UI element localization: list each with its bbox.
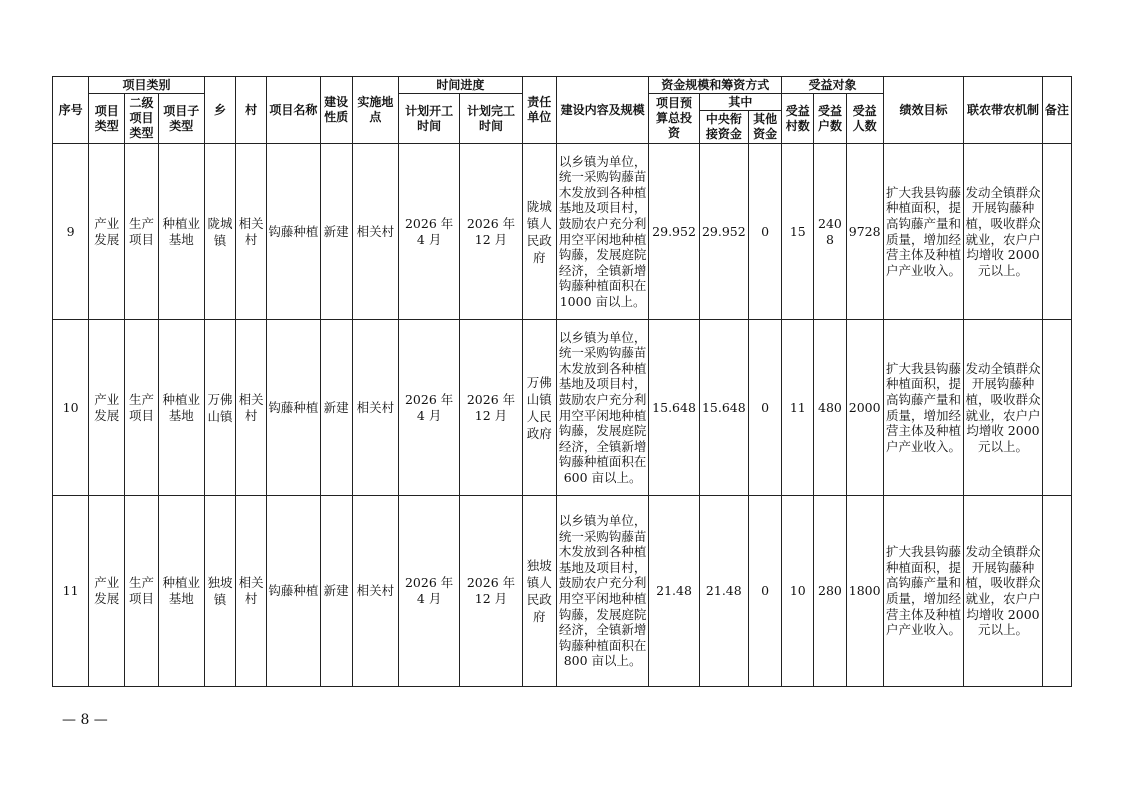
- cell-responsible-unit: 独坡镇人民政府: [522, 496, 556, 687]
- table-row: [53, 320, 1072, 496]
- cell-start-time: 2026 年 4 月: [398, 320, 459, 496]
- cell-sub-type: 种植业基地: [158, 144, 204, 320]
- header-benefit-villages: 受益村数: [782, 94, 814, 144]
- cell-other-funds: 0: [748, 144, 781, 320]
- header-performance-goal: 绩效目标: [883, 77, 963, 144]
- cell-level2-type: 生产项目: [125, 144, 158, 320]
- cell-township: 独坡镇: [204, 496, 235, 687]
- cell-start-time: 2026 年 4 月: [398, 144, 459, 320]
- header-category-group: 项目类别: [89, 77, 205, 94]
- cell-build-nature: 新建: [320, 320, 352, 496]
- cell-benefit-villages: 15: [782, 144, 814, 320]
- header-remarks: 备注: [1042, 77, 1071, 144]
- cell-village: 相关村: [236, 320, 267, 496]
- cell-linkage: 发动全镇群众开展钩藤种植，吸收群众就业，农户户均增收 2000 元以上。: [964, 320, 1042, 496]
- header-other-funds: 其他资金: [748, 111, 781, 144]
- cell-remarks: [1042, 144, 1071, 320]
- project-table: [52, 76, 1072, 687]
- cell-total-budget: 15.648: [649, 320, 699, 496]
- cell-content-scale: 以乡镇为单位，统一采购钩藤苗木发放到各种植基地及项目村，鼓励农户充分利用空平闲地种植钩藤，发展庭院经济，全镇新增钩藤种植面积在800 亩以上。: [556, 496, 649, 687]
- cell-central-funds: 15.648: [699, 320, 748, 496]
- cell-end-time: 2026 年 12 月: [460, 144, 522, 320]
- cell-level2-type: 生产项目: [125, 496, 158, 687]
- cell-other-funds: 0: [748, 496, 781, 687]
- cell-project-type: 产业发展: [89, 320, 125, 496]
- header-township: 乡: [204, 77, 235, 144]
- cell-benefit-people: 2000: [846, 320, 883, 496]
- cell-level2-type: 生产项目: [125, 320, 158, 496]
- cell-remarks: [1042, 496, 1071, 687]
- cell-linkage: 发动全镇群众开展钩藤种植，吸收群众就业，农户户均增收 2000 元以上。: [964, 496, 1042, 687]
- cell-content-scale: 以乡镇为单位，统一采购钩藤苗木发放到各种植基地及项目村，鼓励农户充分利用空平闲地种植钩藤，发展庭院经济，全镇新增钩藤种植面积在1000 亩以上。: [556, 144, 649, 320]
- cell-benefit-villages: 10: [782, 496, 814, 687]
- cell-central-funds: 29.952: [699, 144, 748, 320]
- cell-end-time: 2026 年 12 月: [460, 496, 522, 687]
- header-start-time: 计划开工时间: [398, 94, 459, 144]
- cell-start-time: 2026 年 4 月: [398, 496, 459, 687]
- cell-build-nature: 新建: [320, 144, 352, 320]
- header-responsible-unit: 责任单位: [522, 77, 556, 144]
- cell-central-funds: 21.48: [699, 496, 748, 687]
- cell-village: 相关村: [236, 144, 267, 320]
- cell-responsible-unit: 万佛山镇人民政府: [522, 320, 556, 496]
- header-village: 村: [236, 77, 267, 144]
- header-project-type: 项目类型: [89, 94, 125, 144]
- cell-other-funds: 0: [748, 320, 781, 496]
- cell-total-budget: 21.48: [649, 496, 699, 687]
- header-benefit-households: 受益户数: [814, 94, 846, 144]
- header-beneficiary-group: 受益对象: [782, 77, 884, 94]
- cell-project-type: 产业发展: [89, 144, 125, 320]
- header-seq: 序号: [53, 77, 89, 144]
- header-of-which: 其中: [699, 94, 781, 111]
- cell-township: 万佛山镇: [204, 320, 235, 496]
- header-benefit-people: 受益人数: [846, 94, 883, 144]
- cell-location: 相关村: [352, 496, 398, 687]
- cell-sub-type: 种植业基地: [158, 496, 204, 687]
- header-content-scale: 建设内容及规模: [556, 77, 649, 144]
- table-row: [53, 144, 1072, 320]
- header-build-nature: 建设性质: [320, 77, 352, 144]
- cell-project-name: 钩藤种植: [267, 496, 320, 687]
- cell-seq: 11: [53, 496, 89, 687]
- cell-build-nature: 新建: [320, 496, 352, 687]
- header-funding-group: 资金规模和筹资方式: [649, 77, 782, 94]
- header-sub-type: 项目子类型: [158, 94, 204, 144]
- cell-benefit-households: 280: [814, 496, 846, 687]
- cell-project-name: 钩藤种植: [267, 320, 320, 496]
- cell-location: 相关村: [352, 320, 398, 496]
- cell-location: 相关村: [352, 144, 398, 320]
- cell-project-name: 钩藤种植: [267, 144, 320, 320]
- page-number: — 8 —: [62, 712, 108, 728]
- cell-seq: 9: [53, 144, 89, 320]
- cell-project-type: 产业发展: [89, 496, 125, 687]
- header-end-time: 计划完工时间: [460, 94, 522, 144]
- cell-performance-goal: 扩大我县钩藤种植面积，提高钩藤产量和质量，增加经营主体及种植户产业收入。: [883, 496, 963, 687]
- cell-benefit-villages: 11: [782, 320, 814, 496]
- header-total-budget: 项目预算总投资: [649, 94, 699, 144]
- cell-seq: 10: [53, 320, 89, 496]
- cell-responsible-unit: 陇城镇人民政府: [522, 144, 556, 320]
- cell-benefit-households: 480: [814, 320, 846, 496]
- header-project-name: 项目名称: [267, 77, 320, 144]
- header-location: 实施地点: [352, 77, 398, 144]
- cell-benefit-people: 1800: [846, 496, 883, 687]
- header-schedule-group: 时间进度: [398, 77, 522, 94]
- cell-total-budget: 29.952: [649, 144, 699, 320]
- cell-sub-type: 种植业基地: [158, 320, 204, 496]
- cell-village: 相关村: [236, 496, 267, 687]
- cell-performance-goal: 扩大我县钩藤种植面积，提高钩藤产量和质量，增加经营主体及种植户产业收入。: [883, 144, 963, 320]
- cell-benefit-households: 2408: [814, 144, 846, 320]
- table-row: [53, 496, 1072, 687]
- header-central-funds: 中央衔接资金: [699, 111, 748, 144]
- cell-end-time: 2026 年 12 月: [460, 320, 522, 496]
- cell-linkage: 发动全镇群众开展钩藤种植，吸收群众就业，农户户均增收 2000 元以上。: [964, 144, 1042, 320]
- cell-remarks: [1042, 320, 1071, 496]
- header-linkage: 联农带农机制: [964, 77, 1042, 144]
- cell-content-scale: 以乡镇为单位，统一采购钩藤苗木发放到各种植基地及项目村，鼓励农户充分利用空平闲地种植钩藤，发展庭院经济，全镇新增钩藤种植面积在600 亩以上。: [556, 320, 649, 496]
- cell-performance-goal: 扩大我县钩藤种植面积，提高钩藤产量和质量，增加经营主体及种植户产业收入。: [883, 320, 963, 496]
- header-level2-type: 二级项目类型: [125, 94, 158, 144]
- cell-benefit-people: 9728: [846, 144, 883, 320]
- cell-township: 陇城镇: [204, 144, 235, 320]
